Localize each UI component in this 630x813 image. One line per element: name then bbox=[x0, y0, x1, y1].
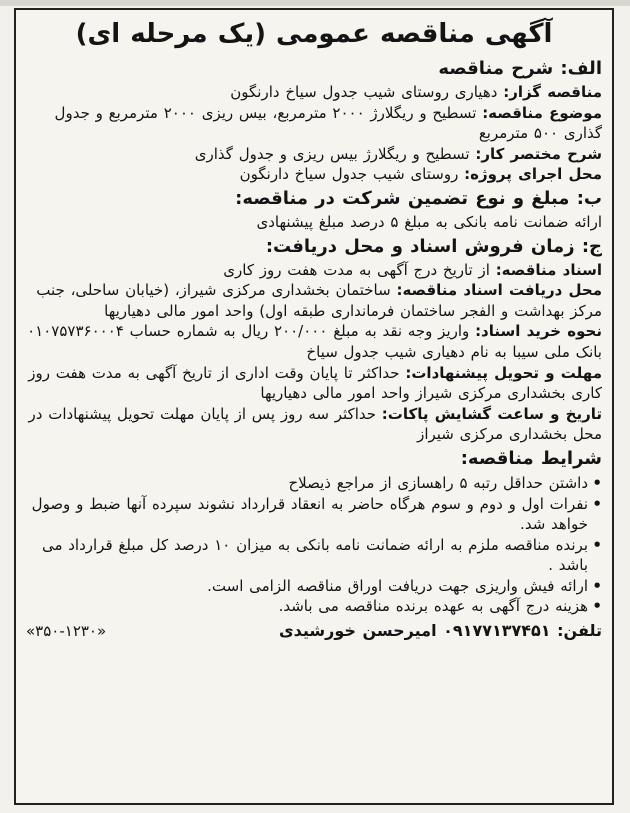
ad-content bbox=[16, 10, 612, 642]
section-c-heading: ج: زمان فروش اسناد و محل دریافت: bbox=[265, 235, 602, 257]
label-work-summary: شرح مختصر کار: bbox=[475, 144, 602, 163]
value-tender-organizer: دهیاری روستای شیب جدول سیاخ دارنگون bbox=[230, 83, 504, 101]
label-opening-time: تاریخ و ساعت گشایش پاکات: bbox=[381, 404, 602, 423]
row-opening-time bbox=[26, 404, 602, 445]
label-submission-deadline: مهلت و تحویل پیشنهادات: bbox=[405, 363, 602, 382]
value-tender-documents: از تاریخ درج آگهی به مدت هفت روز کاری bbox=[223, 260, 496, 279]
row-tender-subject bbox=[26, 103, 602, 144]
condition-item: • هزینه درج آگهی به عهده برنده مناقصه می باشد. bbox=[26, 596, 602, 617]
phone-number: ۰۹۱۷۷۱۳۷۴۵۱ bbox=[443, 621, 551, 641]
conditions-list bbox=[26, 473, 602, 617]
label-tender-subject: موضوع مناقصه: bbox=[482, 103, 602, 122]
section-d-heading: شرایط مناقصه: bbox=[460, 447, 602, 469]
top-strip bbox=[0, 0, 630, 6]
value-work-summary: تسطیح و ریگلارژ بیس ریزی و جدول گذاری bbox=[194, 144, 476, 163]
condition-item: • برنده مناقصه ملزم به ارائه ضمانت نامه بانکی به میزان ۱۰ درصد کل مبلغ قرارداد می باشد . bbox=[26, 535, 602, 576]
ad-title: آگهی مناقصه عمومی (یک مرحله ای) bbox=[75, 19, 553, 49]
value-tender-subject: تسطیح و ریگلارژ ۲۰۰۰ مترمربع، بیس ریزی ۲۰۰۰ مترمربع و جدول گذاری ۵۰۰ مترمربع bbox=[54, 103, 602, 143]
phone-label: تلفن: bbox=[557, 621, 602, 641]
guarantee-text: ارائه ضمانت نامه بانکی به مبلغ ۵ درصد مبلغ پیشنهادی bbox=[256, 212, 602, 231]
row-submission-deadline bbox=[26, 363, 602, 404]
section-b-heading: ب: مبلغ و نوع تضمین شرکت در مناقصه: bbox=[235, 187, 602, 209]
row-project-location bbox=[26, 164, 602, 185]
ad-code: «۳۵۰-۱۲۳۰» bbox=[26, 622, 107, 641]
label-purchase-method: نحوه خرید اسناد: bbox=[475, 322, 602, 341]
condition-item: • نفرات اول و دوم و سوم هرگاه حاضر به انعقاد قرارداد نشوند سپرده آنها ضبط و وصول خواهد شد. bbox=[26, 494, 602, 535]
row-tender-documents bbox=[26, 260, 602, 281]
row-tender-organizer bbox=[26, 82, 602, 103]
section-a-heading: الف: شرح مناقصه bbox=[438, 58, 602, 79]
label-tender-organizer: مناقصه گزار: bbox=[503, 83, 602, 101]
condition-item: • ارائه فیش واریزی جهت دریافت اوراق مناقصه الزامی است. bbox=[26, 576, 602, 597]
contact-name: امیرحسن خورشیدی bbox=[278, 621, 437, 641]
value-project-location: روستای شیب جدول سیاخ دارنگون bbox=[239, 165, 465, 184]
condition-item: • داشتن حداقل رتبه ۵ راهسازی از مراجع ذیصلاح bbox=[26, 473, 602, 494]
label-tender-documents: اسناد مناقصه: bbox=[495, 260, 602, 279]
value-submission-deadline: حداکثر تا پایان وقت اداری از تاریخ آگهی به مدت هفت روز کاری بخشداری مرکزی شیراز واحد امور مالی دهیاریها bbox=[28, 363, 602, 403]
value-documents-location: ساختمان بخشداری مرکزی شیراز، (خیابان ساحلی، جنب مرکز بهداشت و الفجر ساختمان فرمانداری طبقه اول) واحد امور مالی دهیاریها bbox=[36, 281, 602, 320]
contact-line bbox=[279, 621, 602, 642]
value-opening-time: حداکثر سه روز پس از پایان مهلت تحویل پیشنهادات در محل بخشداری مرکزی شیراز bbox=[28, 404, 602, 444]
value-purchase-method: واریز وجه نقد به مبلغ ۲۰۰/۰۰۰ ریال به شماره حساب ۰۱۰۷۵۷۳۶۰۰۰۴ بانک ملی سیبا به نام دهیاری شیب جدول سیاخ bbox=[27, 322, 602, 361]
row-documents-location bbox=[26, 280, 602, 321]
label-project-location: محل اجرای پروژه: bbox=[464, 165, 602, 184]
ad-frame bbox=[14, 8, 614, 805]
label-documents-location: محل دریافت اسناد مناقصه: bbox=[396, 281, 602, 300]
row-work-summary bbox=[26, 144, 602, 165]
ad-footer bbox=[26, 621, 602, 642]
row-purchase-method bbox=[26, 321, 602, 362]
